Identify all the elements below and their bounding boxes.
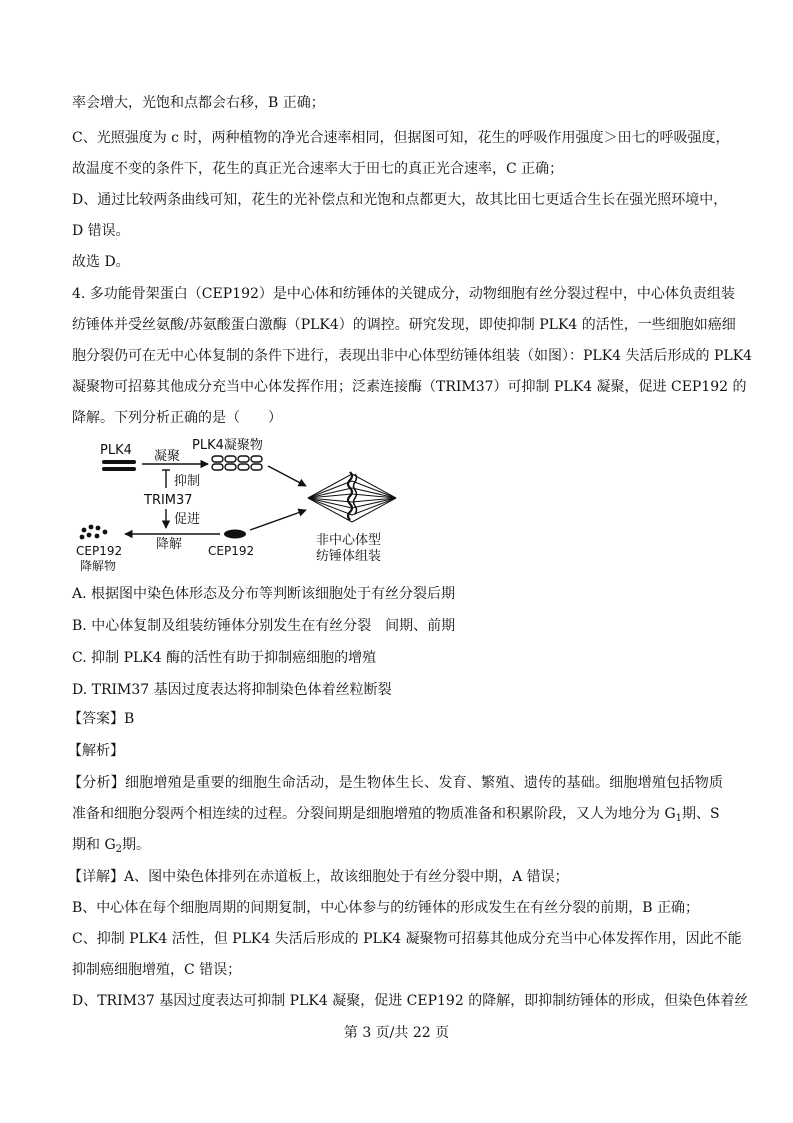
inhibit-label: 抑制 [174, 474, 201, 489]
plk4-aggregate-label: PLK4凝聚物 [192, 438, 263, 453]
cep192-icon [224, 530, 246, 539]
xiangjie-c-line-1: C、抑制 PLK4 活性，但 PLK4 失活后形成的 PLK4 凝聚物可招募其他成分充当中心体发挥作用，因此不能 [72, 931, 742, 947]
fenxi-line-2: 准备和细胞分裂两个相连续的过程。分裂间期是细胞增殖的物质准备和积累阶段，又人为地分为 $G_1$期、S [72, 806, 720, 824]
xiangjie-a: 【详解】A、图中染色体排列在赤道板上，故该细胞处于有丝分裂中期，A 错误； [68, 869, 569, 885]
condense-label: 凝聚 [154, 449, 181, 464]
fenxi-line-3: 期和 $G_2$期。 [72, 837, 151, 855]
spindle-label-1: 非中心体型 [316, 533, 382, 548]
q4-stem-line-2: 纺锤体并受丝氨酸/苏氨酸蛋白激酶（PLK4）的调控。研究发现，即使抑制 PLK4 的活性，一些细胞如癌细 [72, 317, 736, 333]
prev-option-c-line-2: 故温度不变的条件下，花生的真正光合速率大于田七的真正光合速率，C 正确； [72, 161, 564, 177]
spindle-label-2: 纺锤体组装 [316, 549, 382, 564]
option-b: B. 中心体复制及组装纺锤体分别发生在有丝分裂 间期、前期 [72, 618, 456, 634]
answer: 【答案】B [68, 711, 135, 727]
page-footer: 第 3 页/共 22 页 [343, 1025, 450, 1041]
cep192-product-label-1: CEP192 [76, 544, 123, 558]
xiangjie-d-line-1: D、TRIM37 基因过度表达可抑制 PLK4 凝聚，促进 CEP192 的降解，即抑制纺锤体的形成，但染色体着丝 [72, 993, 749, 1009]
prev-option-d-line-1: D、通过比较两条曲线可知，花生的光补偿点和光饱和点都更大，故其比田七更适合生长在强光照环境中， [72, 192, 728, 208]
inhibit-symbol [162, 470, 170, 488]
xiangjie-b: B、中心体在每个细胞周期的间期复制，中心体参与的纺锤体的形成发生在有丝分裂的前期，B 正确； [72, 900, 700, 916]
q4-stem-line-1: 4. 多功能骨架蛋白（CEP192）是中心体和纺锤体的关键成分，动物细胞有丝分裂过程中，中心体负责组装 [72, 286, 735, 302]
cep192-label: CEP192 [208, 544, 255, 558]
prev-line-1: 率会增大，光饱和点都会右移，B 正确； [72, 95, 325, 111]
option-c: C. 抑制 PLK4 酶的活性有助于抑制癌细胞的增殖 [72, 650, 377, 666]
plk4-monomer-icon [102, 460, 136, 471]
aggregate-to-spindle-arrow [268, 466, 306, 486]
cep192-product-label-2: 降解物 [80, 559, 117, 573]
promote-label: 促进 [174, 512, 201, 527]
option-a: A. 根据图中染色体形态及分布等判断该细胞处于有丝分裂后期 [72, 586, 456, 602]
cep192-to-spindle-arrow [250, 510, 306, 530]
q4-stem-line-4: 凝聚物可招募其他成分充当中心体发挥作用；泛素连接酶（TRIM37）可抑制 PLK4 凝聚，促进 CEP192 的 [72, 379, 747, 395]
plk4-label: PLK4 [100, 443, 132, 458]
plk4-aggregate-icon [212, 456, 262, 470]
prev-option-d-line-2: D 错误。 [72, 223, 130, 239]
plk4-pathway-diagram [70, 436, 410, 576]
prev-option-c-line-1: C、光照强度为 c 时，两种植物的净光合速率相同，但据图可知，花生的呼吸作用强度＞田七的呼吸强度， [72, 130, 730, 146]
q4-stem-line-3: 胞分裂仍可在无中心体复制的条件下进行，表现出非中心体型纺锤体组装（如图）：PLK4 失活后形成的 PLK4 [72, 348, 753, 364]
degrade-label: 降解 [156, 537, 183, 552]
fenxi-line-1: 【分析】细胞增殖是重要的细胞生命活动，是生物体生长、发育、繁殖、遗传的基础。细胞增殖包括物质 [68, 775, 723, 791]
spindle-icon [308, 472, 396, 522]
cep192-fragments-icon [80, 525, 108, 540]
option-d: D. TRIM37 基因过度表达将抑制染色体着丝粒断裂 [72, 682, 392, 698]
trim37-label: TRIM37 [144, 493, 193, 508]
q4-stem-line-5: 降解。下列分析正确的是（ ） [72, 410, 282, 426]
prev-choice: 故选 D。 [72, 254, 130, 270]
xiangjie-c-line-2: 抑制癌细胞增殖，C 错误； [72, 962, 242, 978]
analysis-title: 【解析】 [68, 743, 124, 759]
